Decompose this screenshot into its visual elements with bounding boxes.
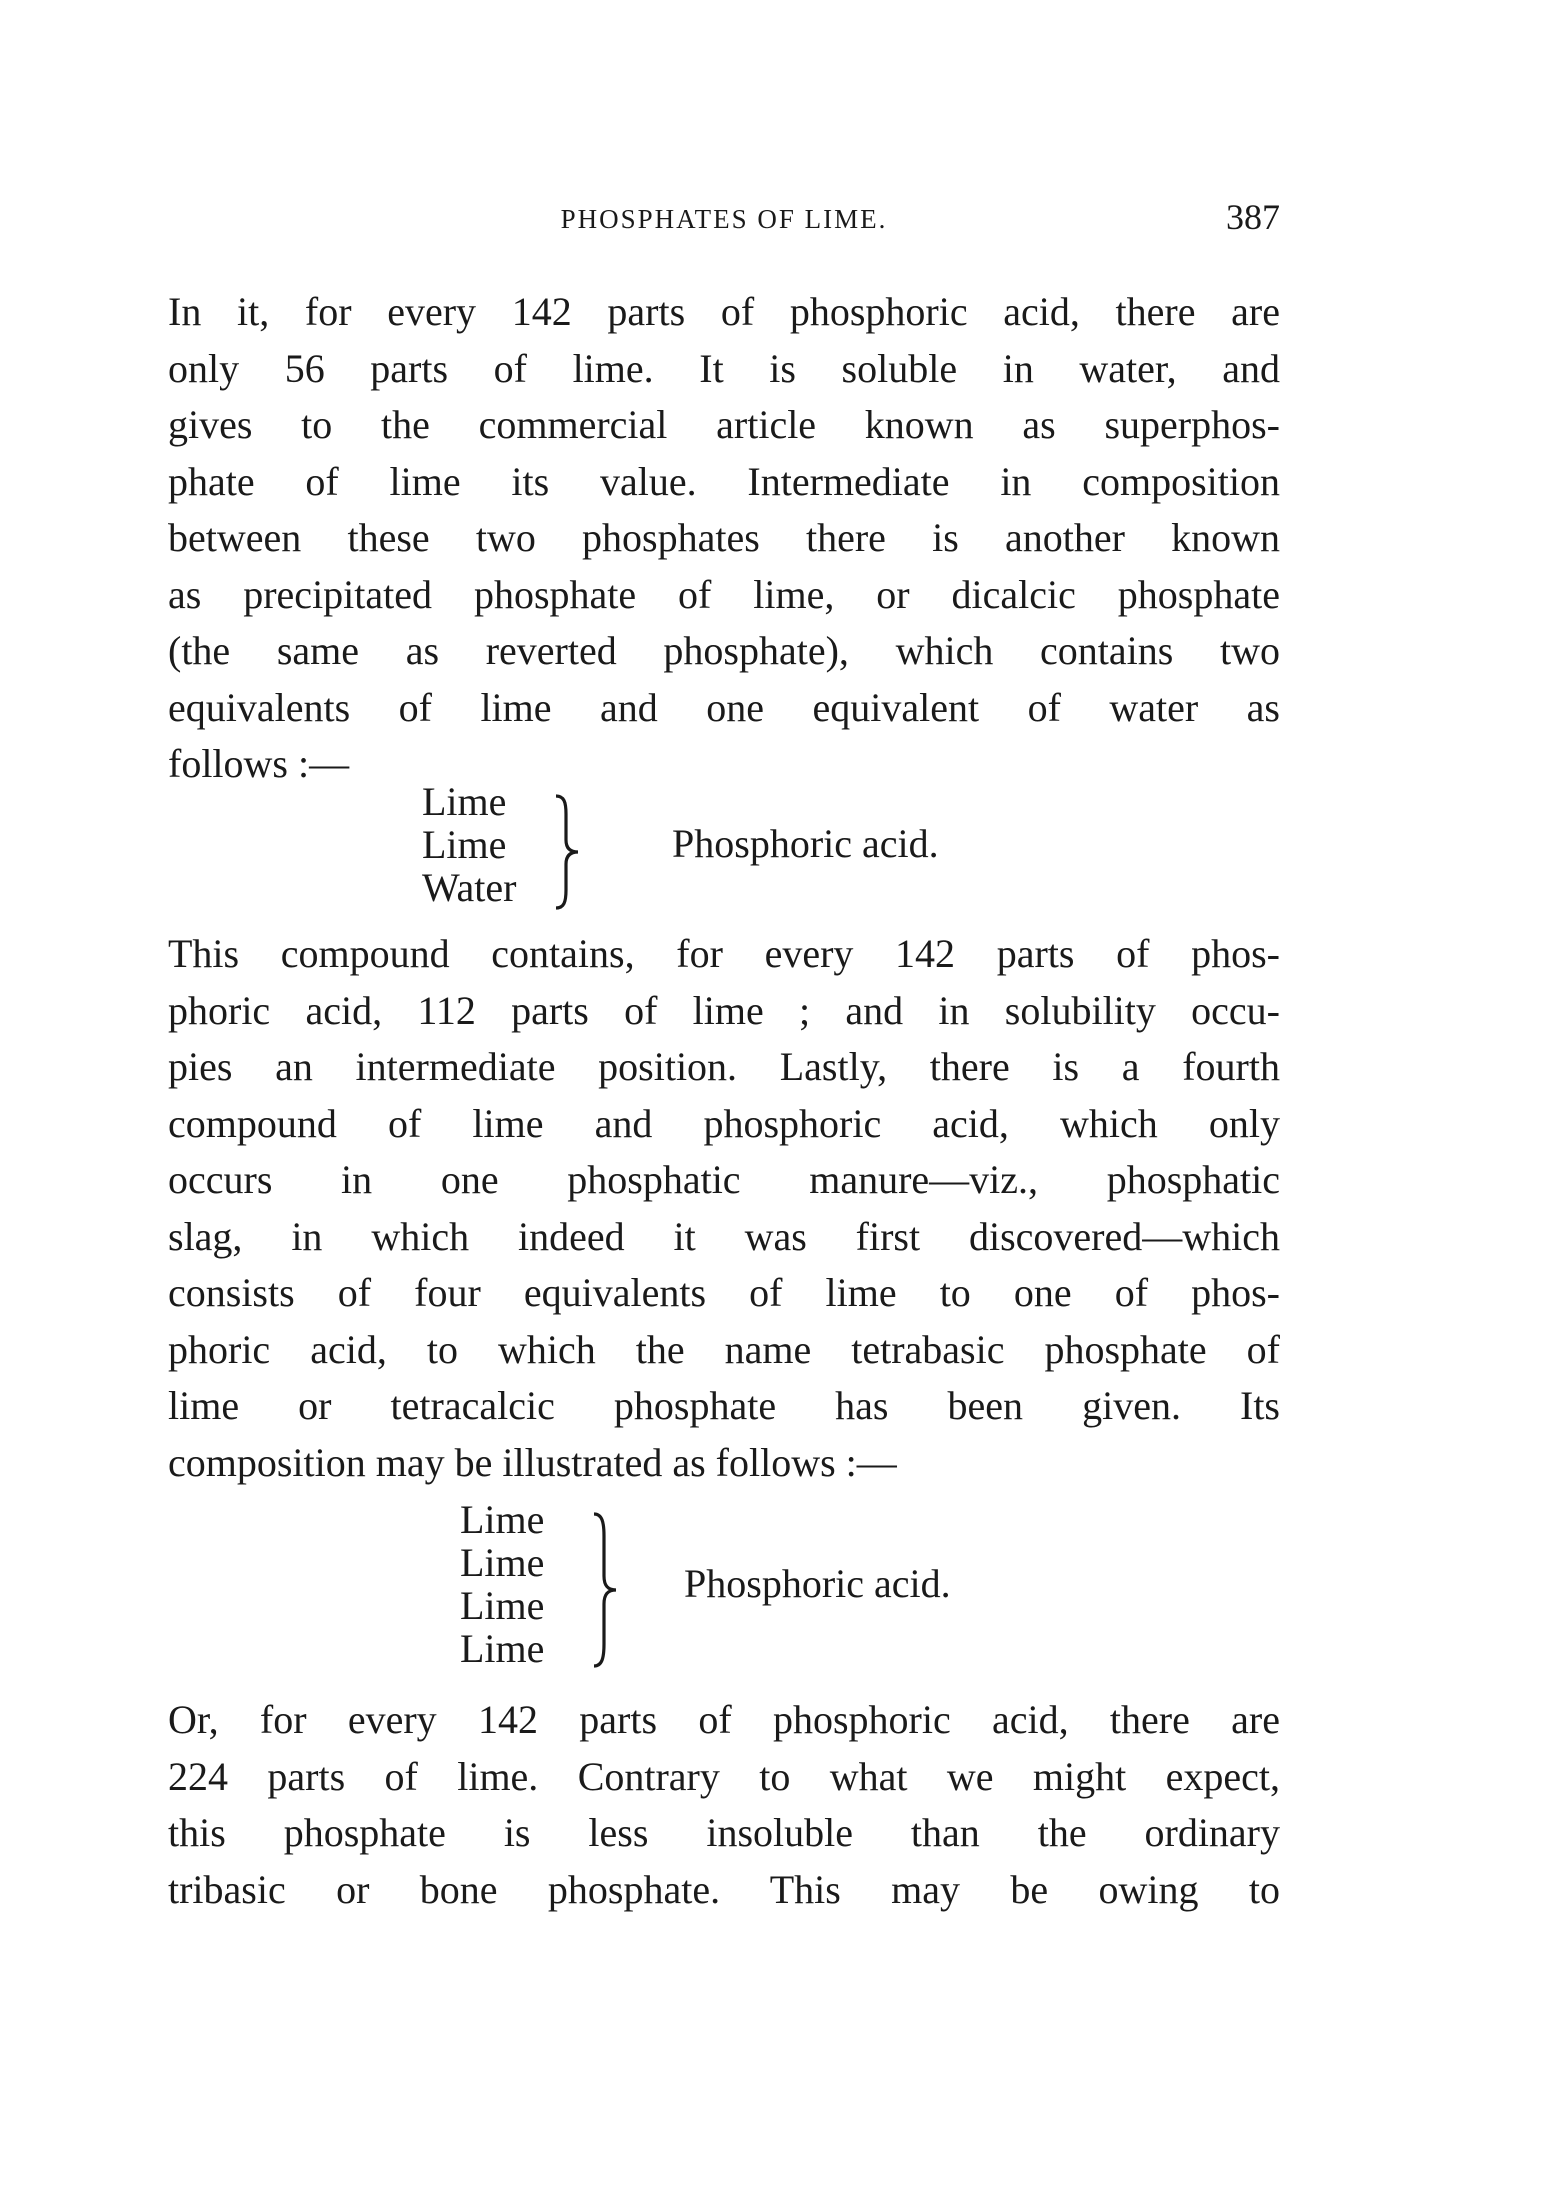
text-line: phoric acid, 112 parts of lime ; and in solubility occu- bbox=[168, 987, 1280, 1033]
text-line: gives to the commercial article known as superphos- bbox=[168, 402, 1280, 447]
text-line: occurs in one phosphatic manure—viz., phosphatic bbox=[168, 1157, 1280, 1202]
formula-component: Lime bbox=[422, 822, 507, 867]
text-line: lime or tetracalcic phosphate has been given. Its bbox=[168, 1383, 1280, 1428]
text-line: In it, for every 142 parts of phosphoric acid, there are bbox=[168, 289, 1280, 334]
text-line: compound of lime and phosphoric acid, which only bbox=[168, 1100, 1280, 1146]
text-line: phate of lime its value. Intermediate in composition bbox=[168, 458, 1280, 504]
text-line: as precipitated phosphate of lime, or dicalcic phosphate bbox=[168, 571, 1280, 617]
formula-component: Lime bbox=[460, 1497, 545, 1542]
text-line: (the same as reverted phosphate), which contains two bbox=[168, 628, 1280, 673]
formula-tetracalcic bbox=[460, 1496, 1060, 1676]
formula-dicalcic bbox=[422, 778, 1022, 918]
paragraph-2 bbox=[168, 926, 1280, 1491]
text-line: composition may be illustrated as follows :— bbox=[168, 1439, 897, 1485]
text-line: follows :— bbox=[168, 741, 350, 786]
running-title: PHOSPHATES OF LIME. bbox=[560, 204, 888, 234]
curly-brace-icon bbox=[588, 1510, 628, 1670]
curly-brace-icon bbox=[550, 792, 590, 912]
formula-component: Lime bbox=[460, 1540, 545, 1585]
formula-result: Phosphoric acid. bbox=[684, 1561, 951, 1606]
text-line: Or, for every 142 parts of phosphoric acid, there are bbox=[168, 1697, 1280, 1742]
text-line: pies an intermediate position. Lastly, there is a fourth bbox=[168, 1044, 1280, 1089]
text-line: slag, in which indeed it was first discovered—which bbox=[168, 1213, 1280, 1259]
text-line: equivalents of lime and one equivalent of water as bbox=[168, 684, 1280, 730]
formula-component: Lime bbox=[460, 1583, 545, 1628]
text-line: only 56 parts of lime. It is soluble in water, and bbox=[168, 345, 1280, 391]
text-line: between these two phosphates there is another known bbox=[168, 515, 1280, 560]
page-number: 387 bbox=[1226, 197, 1280, 237]
text-line: tribasic or bone phosphate. This may be owing to bbox=[168, 1866, 1280, 1912]
formula-result: Phosphoric acid. bbox=[672, 821, 939, 866]
formula-component: Lime bbox=[460, 1626, 545, 1671]
text-line: This compound contains, for every 142 parts of phos- bbox=[168, 931, 1280, 976]
formula-component: Lime bbox=[422, 779, 507, 824]
page-header bbox=[168, 196, 1280, 246]
paragraph-1 bbox=[168, 284, 1280, 793]
text-line: this phosphate is less insoluble than the ordinary bbox=[168, 1810, 1280, 1855]
paragraph-3 bbox=[168, 1692, 1280, 1918]
formula-component: Water bbox=[422, 865, 517, 910]
text-line: phoric acid, to which the name tetrabasic phosphate of bbox=[168, 1326, 1280, 1372]
text-line: consists of four equivalents of lime to one of phos- bbox=[168, 1270, 1280, 1315]
text-line: 224 parts of lime. Contrary to what we might expect, bbox=[168, 1753, 1280, 1799]
